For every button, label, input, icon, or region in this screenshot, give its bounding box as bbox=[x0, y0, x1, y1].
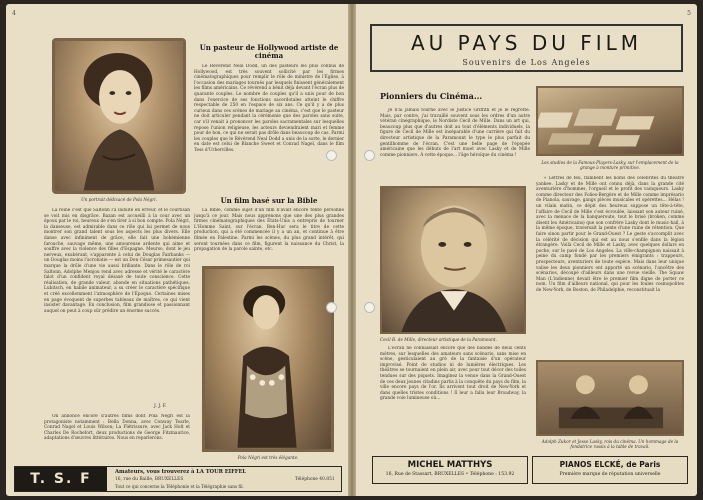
studios-caption: Les studios de la Famous-Players-Lasky, sur l'emplacement de la grange à monture primitive. bbox=[541, 160, 679, 170]
masthead-subtitle: Souvenirs de Los Angeles bbox=[462, 58, 591, 67]
article-col3-paragraph: L'écran ne connaissait encore que des bandes de deux cents mètres, sur lesquelles des amateurs sans scénario, sans mise en scène, gesticulaient au gré de la fantaisie d'un opérateur improvisé. Point de studios ni de lumières électriques. Les théâtres se tournaient en plein air, avec pour tout décor des toiles tendues sur des piquets. Imaginez la venue dans la Grand-Ouest de ces deux jeunes citadins partis à la conquête du pays du film, la ville encore pays de l'or. Ils arrivent tout droit de New-York et dans quelles tristes conditions ! Il leur a fallu leur Broadway, la grande voie lumineuse où... bbox=[380, 346, 526, 402]
binder-hole bbox=[364, 150, 375, 161]
elegant-illustration bbox=[205, 269, 331, 449]
pianos-elcke-advertisement bbox=[532, 456, 688, 484]
tsf-logo: T. S. F bbox=[15, 467, 107, 491]
article-col2-paragraph: « Lettres de feu, flambent les noms des célébrités du théâtre yankee. Lasky et de Mille ont connu déjà, dans la grande cité aventurière d'hommes, l'orgueil et le profit des vainqueurs. Lasky comme directeur des Folies-Bergère et de Mille comme imprésario de Pianola, sauvage, gangs pièces musicales et opérettes... Hélas ! un vilain matin, ce dépit des heureux suppose un tête-à-tête, l'affaire de Cecil de Mille c'est écroulée, laissant son auteur ruiné, avec la menace de la banqueroute, tout le brisé (broken, comme disent les Américains) que son confrère Lasky dont le music-hall, à la même époque, traversait la pente d'une ruine de rétention. Que faire sinon partir pour le Grand-Ouest ? Le geste s'accomplit avec la célérité de décision qui est au nous s'enfile dans la légion étrangère. Voilà Cecil de Mille et Lasky, avec quelques dollars en poche, sur le pavé de Los Angeles. La ville-champignon naissait à peine du camp fondé par les premiers émigrants : trappeurs, prospecteurs, aventuriers de toute espèce. Mais dans leur unique valise les deux pionniers ont apporté un scénario, l'ancêtre des scénarios, découpé d'ailleurs dans une revue vieille. The Squaw Man (L'indienne) devait être le premier film digne de porter ce nom. Un film d'ailleurs national, qui pour les foules cosmopolites de New-York, de Boston, de Philadelphie, reconstituait la bbox=[536, 176, 684, 293]
article1-title: Un pasteur de Hollywood artiste de cinéma bbox=[199, 43, 339, 60]
photo1-caption: Un portrait dédicacé de Pola Négri. bbox=[81, 197, 157, 202]
cecil-de-mille-portrait-photo bbox=[380, 186, 526, 334]
tsf-ad-line3: Tout ce qui concerne la Téléphonie et la Télégraphie sans fil. bbox=[115, 484, 244, 489]
footnote-paragraph: On annonce encore d'autres films dont Pola Négri est la protagoniste notamment : Bella Donna, avec Conway Tearle, Conrad Nagel et Louis Wilson; La Flétrissure, avec Jack Holt et Charles De Rochefort, deux productions de George Fitzmaurice, adaptations d'œuvres littéraires. Nous en reparlerons. bbox=[44, 414, 190, 442]
michel-matthys-advertisement: MICHEL MATTHYS 16, Rue de Stassart, BRUXELLES • Téléphone : 153.92 bbox=[372, 456, 528, 484]
pola-negri-portrait-photo bbox=[52, 38, 186, 194]
main-review-paragraph: La reine c'est que Saltonn l'a induite en erreur, et le courtisan se voit mis en disgrâce. Bazan est accueilli à la cour avec un époux par le roi, heureux de s'en tirer à si bon compte. Pola Négri, la danseuse, est admirable dans ce rôle qui lui permet de nous montrer son grand talent sous les aspects les plus divers. Elle danse avec infiniment de grâce, elle fait une bohémienne farouche, sauvage même, une amoureuse ardente qui aime et souffre avec la violence des filles d'Espagne. Meurso, dont le jeu nerveux, exubérant, s'apparente à celui de Douglas Fairbanks — un Douglas moins l'acrobatie — est un Don César primesautier qui marque la drôle d'une vie aussi brillante. Dans le rôle de roi Saltonn, Adolphe Menjou rend avec adresse et vérité le caractère falot d'un confident royal désaxé de toute conscience. Cette réalisation, de grande valeur, abonde en situations pathétiques. Lubitsch, en habile animateur, a su créer le caractère spécifique et créé excellemment l'atmosphère de l'Époque. Certaines mises en page évoquent de superbes tableaux de maîtres, ce qui vient insister davantage. En conclusion, film grandiose et passionnant auquel on peut à coup sûr prédire un énorme succès. bbox=[44, 208, 190, 314]
tsf-ad-address: 16, rue du Baille, BRUXELLES bbox=[115, 477, 184, 482]
right-page bbox=[356, 4, 697, 496]
tsf-ad-line1: Amateurs, vous trouverez à LA TOUR EIFFEL bbox=[115, 469, 247, 475]
binder-hole bbox=[326, 302, 337, 313]
page-number-right: 5 bbox=[687, 10, 691, 17]
de-mille-illustration bbox=[382, 188, 524, 332]
matthys-phone: Téléphone : 153.92 bbox=[469, 472, 515, 477]
article2-body bbox=[194, 208, 344, 264]
tsf-advertisement bbox=[14, 466, 342, 492]
pianos-name: PIANOS ELCKÉ, de Paris bbox=[559, 460, 661, 469]
pola-negri-elegant-photo bbox=[202, 266, 334, 452]
zukor-lasky-caption: Adolph Zukor et Jesse Lasky, rois du cinéma. Un hommage de la fondatrice rassis à la table de travail. bbox=[541, 439, 679, 449]
masthead-title: AU PAYS DU FILM bbox=[410, 31, 643, 55]
article2-paragraph: La Bible, comme sujet d'un film n'avait encore tenté personne jusqu'à ce jour. Mais nous apprenons que une des plus grandes firmes cinématographiques des États-Unis a entrepris de tourner L'Homme Saint, sur l'écran. Ben-Hur sera le titre de cette production, qui a été commencée il y a un an, et continue à être filmée en Palestine. Parmi les scènes, du plus grand intérêt, qui seront tournées dans ce film, figurent la naissance du Christ, la propagation de la parole sainte, etc. bbox=[194, 208, 344, 253]
studios-illustration bbox=[538, 88, 682, 154]
signature: J. J. F. bbox=[154, 404, 167, 409]
binder-hole bbox=[364, 302, 375, 313]
article1-body bbox=[194, 64, 344, 194]
binder-hole bbox=[326, 150, 337, 161]
matthys-name: MICHEL MATTHYS bbox=[407, 460, 493, 470]
masthead-box bbox=[370, 24, 683, 72]
portrait-illustration bbox=[55, 41, 183, 191]
pianos-tagline: Première marque de réputation universelle bbox=[559, 472, 661, 477]
main-review-text bbox=[44, 208, 190, 402]
article1-paragraph: Le Révérend Neal Dodd, un des pasteurs les plus connus de Hollywood, est très souvent sollicité par les firmes cinématographiques pour remplir le rôle de ministre de l'Église, à l'occasion des mariages tournés par lesquels finissent généralement les films américains. Ce révérend a bénit déjà devant l'écran plus de quarante couples. Le nombre de couples qu'il a unis pour de bon dans l'exercice de ses fonctions sacerdotales atteint le chiffre respectable de 250 en l'espace de six ans. Ce qu'il y a de plus curieux dans ces scènes de mariage au cinéma, c'est que le pasteur ne doit articuler pendant la cérémonie que des paroles sans suite, car s'il venait à prononcer les paroles sacramentales sur lesquelles repose l'union religieuse, les acteurs deviendraient mari et femme pour de bon, ce qui ne serait pas drôle dans beaucoup de cas. Parmi les couples que le Révérend Neal Dodd a unis de la sorte, le dernier en date est celui de Blanche Sweet et Conrad Nagel, dans le film Tess d'Urbervilles. bbox=[194, 64, 344, 153]
article-col1-paragraph: Je n'ai jamais tourné avec le Justice Griffith et je le regrette. Mais, par contre, j'ai travaillé souvent sous les ordres d'un autre vétéran cinégraphique, le Nordiste Cecil de Mille. Dans un art qui, beaucoup plus que d'autres doit au tout d'éléments individuels, la figure de Cecil de Mille est inséparable d'une carrière qui fait du directeur artistique de la Paramount le type le plus parfait du gentilhomme de l'écran. C'est une belle page de l'épopée américaine que les débuts de l'art muet avec Lasky et de Mille comme pionniers. À cette époque... l'âge héroïque du cinéma ! bbox=[380, 108, 530, 158]
matthys-address: 16, Rue de Stassart, BRUXELLES bbox=[385, 472, 465, 477]
zukor-lasky-illustration bbox=[538, 362, 682, 434]
article-col3 bbox=[380, 346, 526, 452]
article-col1 bbox=[380, 108, 530, 182]
tsf-ad-phone: Téléphone 40.851 bbox=[295, 477, 335, 482]
zukor-lasky-photo bbox=[536, 360, 684, 436]
article-col2 bbox=[536, 176, 684, 356]
photo2-caption: Pola Négri est très élégante. bbox=[237, 455, 299, 460]
article-heading: Pionniers du Cinéma... bbox=[380, 91, 483, 101]
book-gutter bbox=[348, 4, 356, 496]
studios-photo bbox=[536, 86, 684, 156]
footnote-text bbox=[44, 414, 190, 454]
page-number-left: 4 bbox=[12, 10, 16, 17]
left-page bbox=[6, 4, 348, 496]
article2-title: Un film basé sur la Bible bbox=[220, 196, 318, 205]
de-mille-caption: Cecil B. de Mille, directeur artistique de la Paramount. bbox=[380, 337, 497, 342]
